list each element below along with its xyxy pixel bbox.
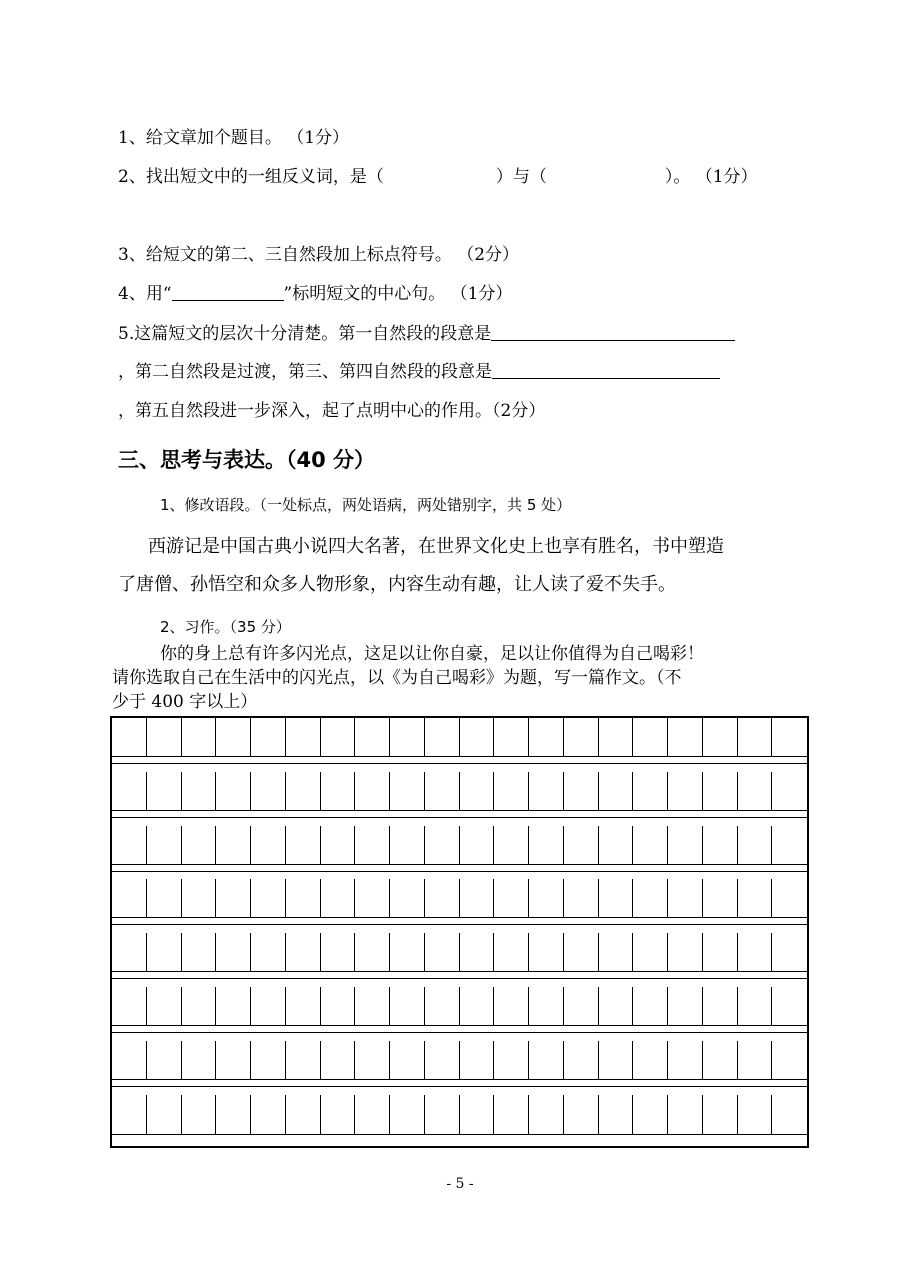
grid-cell[interactable] bbox=[425, 772, 460, 811]
grid-cell[interactable] bbox=[738, 1095, 773, 1134]
grid-cell[interactable] bbox=[599, 1041, 634, 1080]
grid-cell[interactable] bbox=[182, 1095, 217, 1134]
grid-cell[interactable] bbox=[460, 987, 495, 1026]
grid-cell[interactable] bbox=[251, 772, 286, 811]
grid-cell[interactable] bbox=[355, 987, 390, 1026]
grid-cell[interactable] bbox=[529, 933, 564, 972]
grid-cell[interactable] bbox=[703, 879, 738, 918]
grid-cell[interactable] bbox=[633, 933, 668, 972]
grid-cell[interactable] bbox=[599, 879, 634, 918]
grid-cell[interactable] bbox=[286, 933, 321, 972]
grid-cell[interactable] bbox=[390, 772, 425, 811]
grid-cell[interactable] bbox=[703, 933, 738, 972]
grid-cell[interactable] bbox=[182, 987, 217, 1026]
grid-cell[interactable] bbox=[599, 1095, 634, 1134]
grid-cell[interactable] bbox=[390, 1041, 425, 1080]
grid-cell[interactable] bbox=[251, 826, 286, 865]
grid-cell[interactable] bbox=[633, 772, 668, 811]
question-5-line-2 bbox=[118, 362, 720, 382]
grid-cell[interactable] bbox=[251, 718, 286, 757]
grid-cell[interactable] bbox=[668, 987, 703, 1026]
grid-cell[interactable] bbox=[460, 826, 495, 865]
grid-cell[interactable] bbox=[564, 772, 599, 811]
grid-cell[interactable] bbox=[564, 933, 599, 972]
grid-cell[interactable] bbox=[494, 879, 529, 918]
grid-cell[interactable] bbox=[633, 987, 668, 1026]
grid-cell[interactable] bbox=[390, 1095, 425, 1134]
composition-grid[interactable] bbox=[110, 716, 809, 1148]
grid-cell[interactable] bbox=[703, 718, 738, 757]
grid-cell[interactable] bbox=[494, 1095, 529, 1134]
grid-cell[interactable] bbox=[216, 826, 251, 865]
grid-cell[interactable] bbox=[668, 1041, 703, 1080]
grid-cell[interactable] bbox=[216, 879, 251, 918]
grid-cell[interactable] bbox=[286, 987, 321, 1026]
grid-cell[interactable] bbox=[425, 826, 460, 865]
grid-cell[interactable] bbox=[147, 772, 182, 811]
question-2-text-a: 2、找出短文中的一组反义词，是（ bbox=[118, 167, 384, 187]
task-1-passage-line-2: 了唐僧、孙悟空和众多人物形象，内容生动有趣，让人读了爱不失手。 bbox=[118, 574, 676, 595]
task-1-label: 1、修改语段。（一处标点，两处语病，两处错别字，共 5 处） bbox=[160, 496, 572, 514]
grid-cell[interactable] bbox=[216, 1095, 251, 1134]
question-1 bbox=[118, 128, 349, 148]
grid-cell[interactable] bbox=[355, 1041, 390, 1080]
grid-cell[interactable] bbox=[112, 933, 147, 972]
grid-cell[interactable] bbox=[390, 879, 425, 918]
grid-row bbox=[112, 987, 807, 1033]
question-2-text-b: ）与（ bbox=[495, 167, 547, 187]
grid-cell[interactable] bbox=[251, 933, 286, 972]
grid-cell[interactable] bbox=[182, 879, 217, 918]
grid-cell[interactable] bbox=[425, 718, 460, 757]
grid-cell[interactable] bbox=[321, 933, 356, 972]
grid-cell[interactable] bbox=[286, 879, 321, 918]
grid-cell[interactable] bbox=[286, 1095, 321, 1134]
grid-row bbox=[112, 879, 807, 925]
grid-cell[interactable] bbox=[738, 879, 773, 918]
grid-cell[interactable] bbox=[494, 718, 529, 757]
grid-cell[interactable] bbox=[216, 772, 251, 811]
grid-cell[interactable] bbox=[564, 826, 599, 865]
grid-cell[interactable] bbox=[633, 718, 668, 757]
grid-cell[interactable] bbox=[703, 1095, 738, 1134]
grid-cell[interactable] bbox=[147, 879, 182, 918]
grid-cell[interactable] bbox=[216, 718, 251, 757]
grid-cell[interactable] bbox=[112, 987, 147, 1026]
grid-cell[interactable] bbox=[182, 826, 217, 865]
grid-cell[interactable] bbox=[286, 1041, 321, 1080]
page-number: - 5 - bbox=[446, 1176, 474, 1192]
grid-cell[interactable] bbox=[460, 933, 495, 972]
grid-cell[interactable] bbox=[668, 718, 703, 757]
grid-cell[interactable] bbox=[251, 987, 286, 1026]
grid-cell[interactable] bbox=[425, 1041, 460, 1080]
grid-cell[interactable] bbox=[529, 987, 564, 1026]
grid-cell[interactable] bbox=[529, 718, 564, 757]
grid-cell[interactable] bbox=[633, 1041, 668, 1080]
grid-row bbox=[112, 933, 807, 979]
question-3 bbox=[118, 245, 519, 265]
grid-row bbox=[112, 772, 807, 818]
task-2-prompt-line-1: 你的身上总有许多闪光点，这足以让你自豪，足以让你值得为自己喝彩！ bbox=[160, 644, 704, 664]
grid-cell[interactable] bbox=[112, 1041, 147, 1080]
grid-cell[interactable] bbox=[738, 826, 773, 865]
grid-cell[interactable] bbox=[147, 987, 182, 1026]
grid-cell[interactable] bbox=[599, 826, 634, 865]
task-2-prompt-line-2: 请你选取自己在生活中的闪光点，以《为自己喝彩》为题，写一篇作文。（不 bbox=[112, 668, 682, 688]
grid-cell[interactable] bbox=[564, 1095, 599, 1134]
grid-cell[interactable] bbox=[182, 718, 217, 757]
grid-cell[interactable] bbox=[703, 826, 738, 865]
grid-cell[interactable] bbox=[703, 1041, 738, 1080]
question-5-line-3 bbox=[118, 401, 545, 421]
grid-cell[interactable] bbox=[494, 772, 529, 811]
grid-cell[interactable] bbox=[251, 1041, 286, 1080]
grid-cell[interactable] bbox=[668, 772, 703, 811]
grid-cell[interactable] bbox=[529, 826, 564, 865]
grid-cell[interactable] bbox=[321, 879, 356, 918]
grid-cell[interactable] bbox=[460, 1095, 495, 1134]
grid-cell[interactable] bbox=[564, 987, 599, 1026]
grid-cell[interactable] bbox=[390, 718, 425, 757]
question-5-text-c: ，第五自然段进一步深入，起了点明中心的作用。（2分） bbox=[118, 401, 546, 421]
grid-cell[interactable] bbox=[599, 987, 634, 1026]
grid-cell[interactable] bbox=[425, 987, 460, 1026]
grid-cell[interactable] bbox=[564, 718, 599, 757]
question-5-text-b: ，第二自然段是过渡，第三、第四自然段的段意是 bbox=[118, 362, 492, 382]
grid-cell[interactable] bbox=[529, 1041, 564, 1080]
grid-cell[interactable] bbox=[216, 1041, 251, 1080]
grid-cell[interactable] bbox=[703, 987, 738, 1026]
grid-cell[interactable] bbox=[738, 933, 773, 972]
grid-cell[interactable] bbox=[564, 1041, 599, 1080]
grid-cell[interactable] bbox=[112, 718, 147, 757]
grid-cell[interactable] bbox=[460, 1041, 495, 1080]
grid-row bbox=[112, 826, 807, 872]
grid-cell[interactable] bbox=[251, 1095, 286, 1134]
grid-row bbox=[112, 1095, 807, 1141]
grid-cell[interactable] bbox=[321, 826, 356, 865]
task-1-passage-line-1: 西游记是中国古典小说四大名著，在世界文化史上也享有胜名，书中塑造 bbox=[148, 536, 724, 557]
grid-cell[interactable] bbox=[633, 1095, 668, 1134]
grid-cell[interactable] bbox=[494, 826, 529, 865]
grid-cell[interactable] bbox=[703, 772, 738, 811]
grid-cell[interactable] bbox=[529, 879, 564, 918]
grid-cell[interactable] bbox=[182, 933, 217, 972]
question-1-text: 1、给文章加个题目。 （1分） bbox=[118, 128, 350, 148]
grid-cell[interactable] bbox=[494, 987, 529, 1026]
question-4-text-a: 4、用“ bbox=[118, 284, 172, 304]
question-3-text: 3、给短文的第二、三自然段加上标点符号。 （2分） bbox=[118, 245, 520, 265]
grid-cell[interactable] bbox=[321, 718, 356, 757]
answer-blank-quote[interactable] bbox=[172, 284, 284, 301]
grid-cell[interactable] bbox=[321, 987, 356, 1026]
grid-cell[interactable] bbox=[668, 879, 703, 918]
grid-cell[interactable] bbox=[286, 772, 321, 811]
grid-cell[interactable] bbox=[216, 987, 251, 1026]
grid-cell[interactable] bbox=[633, 879, 668, 918]
grid-cell[interactable] bbox=[738, 987, 773, 1026]
grid-cell[interactable] bbox=[460, 718, 495, 757]
grid-cell[interactable] bbox=[425, 1095, 460, 1134]
grid-cell[interactable] bbox=[668, 826, 703, 865]
grid-cell[interactable] bbox=[147, 1041, 182, 1080]
grid-cell[interactable] bbox=[321, 1041, 356, 1080]
grid-cell[interactable] bbox=[147, 933, 182, 972]
grid-cell[interactable] bbox=[182, 1041, 217, 1080]
grid-cell[interactable] bbox=[355, 933, 390, 972]
question-4 bbox=[118, 284, 512, 304]
grid-cell[interactable] bbox=[529, 772, 564, 811]
question-2 bbox=[118, 167, 758, 187]
task-2-label: 2、习作。（35 分） bbox=[160, 618, 291, 636]
question-2-text-c: ）。 （1分） bbox=[664, 167, 758, 187]
grid-cell[interactable] bbox=[112, 772, 147, 811]
grid-cell[interactable] bbox=[599, 772, 634, 811]
grid-cell[interactable] bbox=[460, 772, 495, 811]
grid-cell[interactable] bbox=[738, 772, 773, 811]
grid-cell[interactable] bbox=[494, 933, 529, 972]
question-4-text-b: ”标明短文的中心句。 （1分） bbox=[283, 284, 513, 304]
grid-cell[interactable] bbox=[460, 879, 495, 918]
grid-cell[interactable] bbox=[355, 718, 390, 757]
grid-cell[interactable] bbox=[355, 1095, 390, 1134]
grid-cell[interactable] bbox=[599, 718, 634, 757]
grid-row bbox=[112, 718, 807, 764]
grid-cell[interactable] bbox=[355, 826, 390, 865]
grid-cell[interactable] bbox=[668, 933, 703, 972]
grid-row bbox=[112, 1041, 807, 1087]
grid-cell[interactable] bbox=[529, 1095, 564, 1134]
grid-cell[interactable] bbox=[390, 826, 425, 865]
grid-cell[interactable] bbox=[112, 1095, 147, 1134]
grid-cell[interactable] bbox=[355, 879, 390, 918]
grid-cell[interactable] bbox=[147, 826, 182, 865]
grid-cell[interactable] bbox=[668, 1095, 703, 1134]
grid-cell[interactable] bbox=[112, 826, 147, 865]
grid-cell[interactable] bbox=[286, 826, 321, 865]
answer-blank-paragraph-1[interactable] bbox=[491, 324, 735, 341]
grid-cell[interactable] bbox=[599, 933, 634, 972]
section-3-heading: 三、思考与表达。（40 分） bbox=[118, 448, 376, 472]
question-5-line-1 bbox=[118, 324, 735, 344]
grid-cell[interactable] bbox=[425, 933, 460, 972]
grid-cell[interactable] bbox=[564, 879, 599, 918]
grid-cell[interactable] bbox=[390, 933, 425, 972]
question-5-text-a: 5.这篇短文的层次十分清楚。第一自然段的段意是 bbox=[118, 324, 492, 344]
grid-cell[interactable] bbox=[321, 772, 356, 811]
grid-cell[interactable] bbox=[738, 1041, 773, 1080]
grid-cell[interactable] bbox=[147, 718, 182, 757]
grid-cell[interactable] bbox=[321, 1095, 356, 1134]
grid-cell[interactable] bbox=[112, 879, 147, 918]
grid-cell[interactable] bbox=[425, 879, 460, 918]
grid-cell[interactable] bbox=[355, 772, 390, 811]
grid-cell[interactable] bbox=[390, 987, 425, 1026]
task-2-prompt-line-3: 少于 400 字以上） bbox=[112, 692, 258, 712]
grid-cell[interactable] bbox=[251, 879, 286, 918]
grid-cell[interactable] bbox=[738, 718, 773, 757]
grid-cell[interactable] bbox=[494, 1041, 529, 1080]
grid-cell[interactable] bbox=[633, 826, 668, 865]
grid-cell[interactable] bbox=[286, 718, 321, 757]
grid-cell[interactable] bbox=[182, 772, 217, 811]
grid-cell[interactable] bbox=[147, 1095, 182, 1134]
grid-cell[interactable] bbox=[216, 933, 251, 972]
answer-blank-paragraph-3-4[interactable] bbox=[492, 362, 720, 379]
